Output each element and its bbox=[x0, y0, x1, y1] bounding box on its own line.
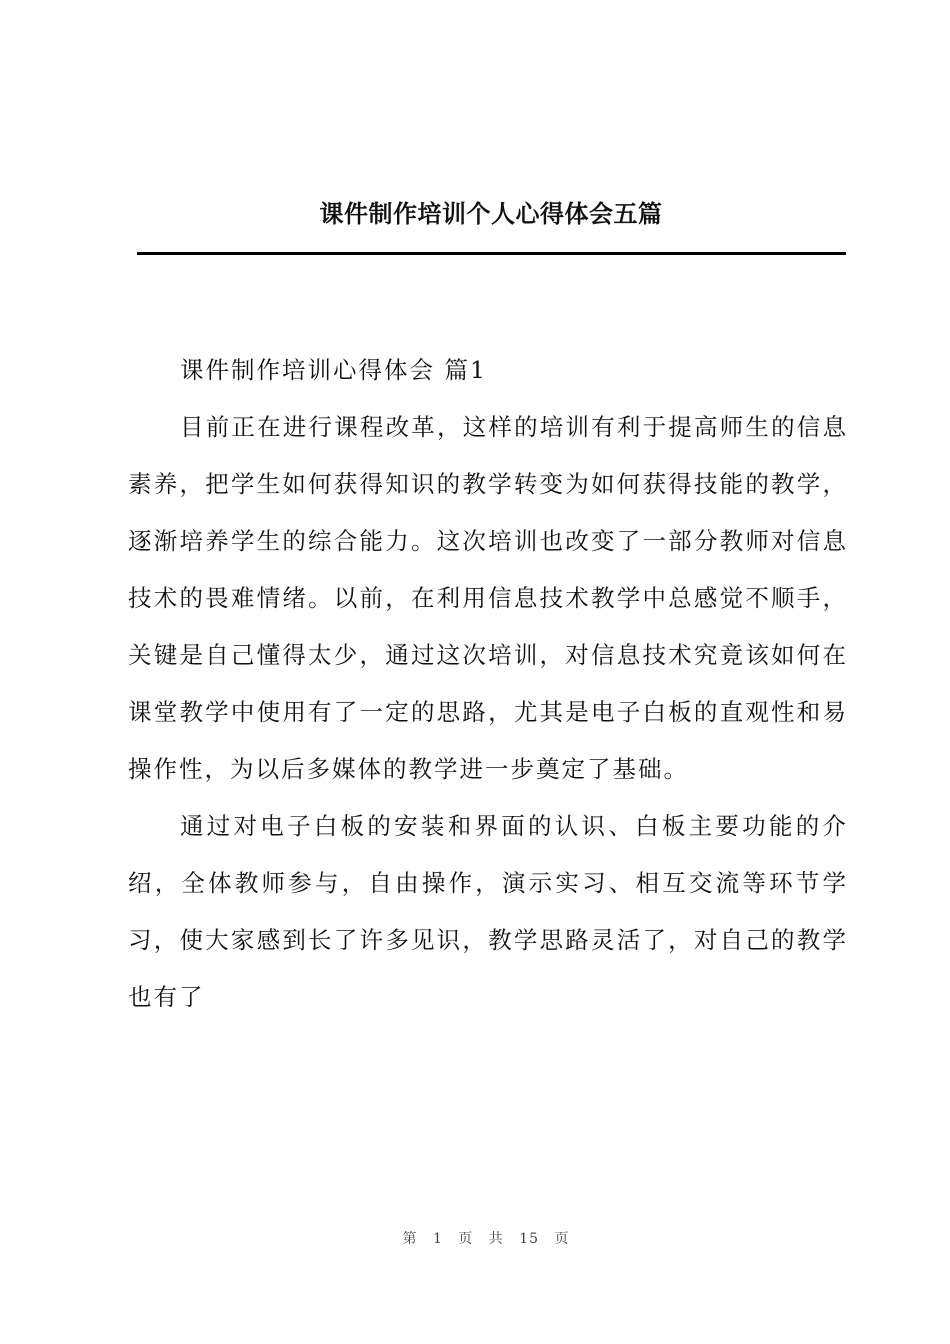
title-underline-divider bbox=[137, 252, 846, 255]
document-title: 课件制作培训个人心得体会五篇 bbox=[319, 199, 663, 228]
paragraph-2: 通过对电子白板的安装和界面的认识、白板主要功能的介绍，全体教师参与，自由操作，演示实习、相互交流等环节学习，使大家感到长了许多见识，教学思路灵活了，对自己的教学也有了 bbox=[128, 812, 848, 1011]
page-number-footer: 第 1 页 共 15 页 bbox=[402, 1231, 570, 1247]
document-body bbox=[128, 342, 848, 1026]
section-heading: 课件制作培训心得体会 篇1 bbox=[180, 356, 487, 384]
paragraph-1: 目前正在进行课程改革，这样的培训有利于提高师生的信息素养，把学生如何获得知识的教学转变为如何获得技能的教学，逐渐培养学生的综合能力。这次培训也改变了一部分教师对信息技术的畏难情绪。以前，在利用信息技术教学中总感觉不顺手，关键是自己懂得太少，通过这次培训，对信息技术究竟该如何在课堂教学中使用有了一定的思路，尤其是电子白板的直观性和易操作性，为以后多媒体的教学进一步奠定了基础。 bbox=[128, 413, 848, 783]
